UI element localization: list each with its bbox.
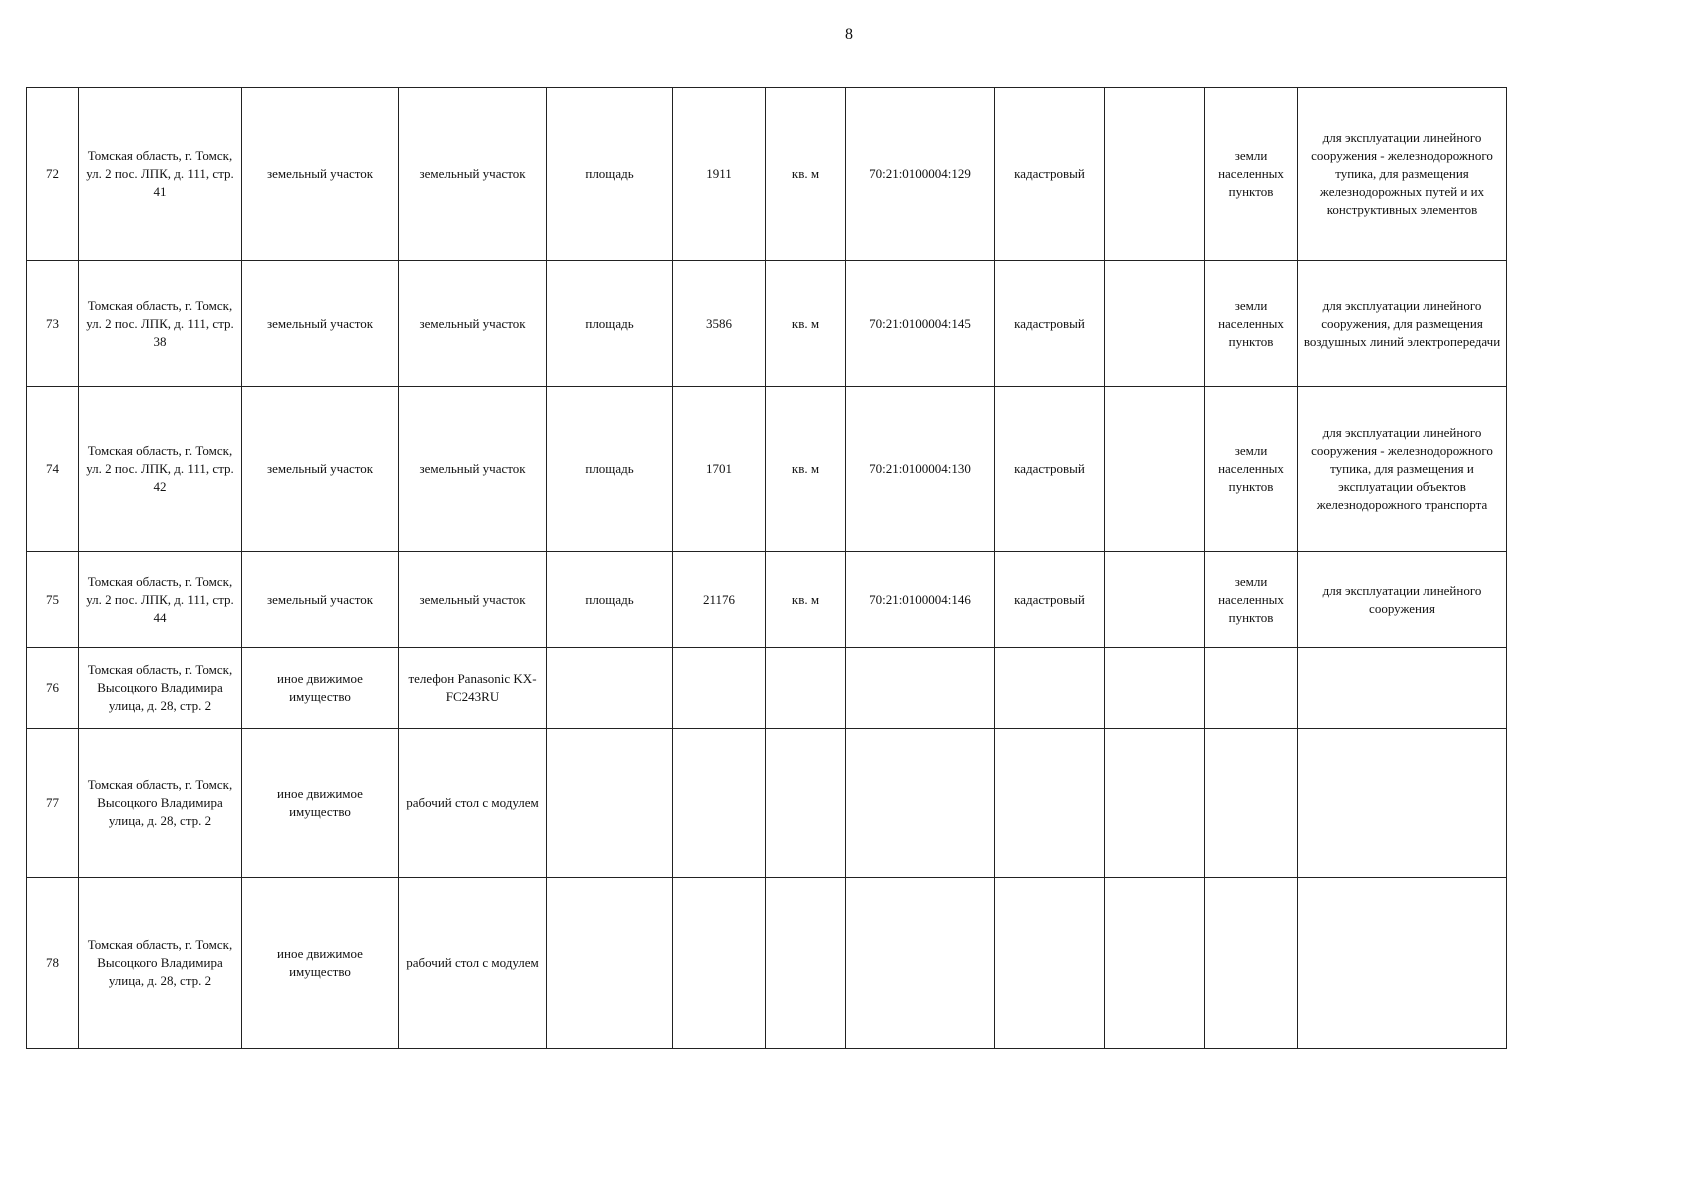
number-type-cell: кадастровый: [995, 552, 1105, 648]
number-type-cell: кадастровый: [995, 88, 1105, 261]
row-number: 74: [27, 387, 79, 552]
address-cell: Томская область, г. Томск, ул. 2 пос. ЛПК, д. 111, стр. 44: [79, 552, 242, 648]
permitted-use-cell: для эксплуатации линейного сооружения, для размещения воздушных линий электропередачи: [1298, 261, 1507, 387]
number-type-cell: [995, 648, 1105, 729]
property-name-cell: земельный участок: [399, 261, 547, 387]
row-number: 75: [27, 552, 79, 648]
extra-cell: [1105, 552, 1205, 648]
cadastral-number-cell: [846, 648, 995, 729]
table-row: [27, 878, 1507, 1049]
property-kind-cell: земельный участок: [242, 261, 399, 387]
extra-cell: [1105, 261, 1205, 387]
number-type-cell: [995, 729, 1105, 878]
property-kind-cell: иное движимое имущество: [242, 648, 399, 729]
number-type-cell: кадастровый: [995, 261, 1105, 387]
unit-cell: кв. м: [766, 261, 846, 387]
unit-cell: [766, 878, 846, 1049]
address-cell: Томская область, г. Томск, ул. 2 пос. ЛПК, д. 111, стр. 42: [79, 387, 242, 552]
property-kind-cell: земельный участок: [242, 88, 399, 261]
property-kind-cell: земельный участок: [242, 552, 399, 648]
property-name-cell: земельный участок: [399, 88, 547, 261]
property-kind-cell: иное движимое имущество: [242, 878, 399, 1049]
value-cell: 3586: [673, 261, 766, 387]
extra-cell: [1105, 729, 1205, 878]
page-number: 8: [845, 26, 853, 43]
parameter-cell: площадь: [547, 552, 673, 648]
land-category-cell: [1205, 648, 1298, 729]
cadastral-number-cell: 70:21:0100004:145: [846, 261, 995, 387]
property-name-cell: рабочий стол с модулем: [399, 878, 547, 1049]
extra-cell: [1105, 88, 1205, 261]
unit-cell: кв. м: [766, 387, 846, 552]
land-category-cell: земли населенных пунктов: [1205, 552, 1298, 648]
land-category-cell: земли населенных пунктов: [1205, 387, 1298, 552]
table-row: [27, 648, 1507, 729]
address-cell: Томская область, г. Томск, ул. 2 пос. ЛПК, д. 111, стр. 38: [79, 261, 242, 387]
permitted-use-cell: для эксплуатации линейного сооружения - железнодорожного тупика, для размещения и эксплуатации объектов железнодорожного транспорта: [1298, 387, 1507, 552]
property-name-cell: телефон Panasonic KX-FC243RU: [399, 648, 547, 729]
table-row: [27, 552, 1507, 648]
property-kind-cell: иное движимое имущество: [242, 729, 399, 878]
address-cell: Томская область, г. Томск, Высоцкого Владимира улица, д. 28, стр. 2: [79, 729, 242, 878]
unit-cell: [766, 648, 846, 729]
cadastral-number-cell: 70:21:0100004:146: [846, 552, 995, 648]
row-number: 73: [27, 261, 79, 387]
value-cell: 1701: [673, 387, 766, 552]
parameter-cell: [547, 729, 673, 878]
property-kind-cell: земельный участок: [242, 387, 399, 552]
value-cell: [673, 729, 766, 878]
cadastral-number-cell: 70:21:0100004:130: [846, 387, 995, 552]
parameter-cell: [547, 648, 673, 729]
property-name-cell: рабочий стол с модулем: [399, 729, 547, 878]
property-registry-table: [26, 87, 1507, 1049]
parameter-cell: площадь: [547, 387, 673, 552]
extra-cell: [1105, 648, 1205, 729]
cadastral-number-cell: 70:21:0100004:129: [846, 88, 995, 261]
table-row: [27, 88, 1507, 261]
permitted-use-cell: [1298, 648, 1507, 729]
property-name-cell: земельный участок: [399, 387, 547, 552]
parameter-cell: [547, 878, 673, 1049]
parameter-cell: площадь: [547, 88, 673, 261]
parameter-cell: площадь: [547, 261, 673, 387]
number-type-cell: [995, 878, 1105, 1049]
land-category-cell: земли населенных пунктов: [1205, 88, 1298, 261]
row-number: 72: [27, 88, 79, 261]
extra-cell: [1105, 878, 1205, 1049]
permitted-use-cell: [1298, 878, 1507, 1049]
address-cell: Томская область, г. Томск, ул. 2 пос. ЛПК, д. 111, стр. 41: [79, 88, 242, 261]
table-row: [27, 387, 1507, 552]
number-type-cell: кадастровый: [995, 387, 1105, 552]
unit-cell: [766, 729, 846, 878]
permitted-use-cell: для эксплуатации линейного сооружения - железнодорожного тупика, для размещения железнодорожных путей и их конструктивных элементов: [1298, 88, 1507, 261]
land-category-cell: земли населенных пунктов: [1205, 261, 1298, 387]
address-cell: Томская область, г. Томск, Высоцкого Владимира улица, д. 28, стр. 2: [79, 648, 242, 729]
row-number: 78: [27, 878, 79, 1049]
unit-cell: кв. м: [766, 552, 846, 648]
table-row: [27, 261, 1507, 387]
cadastral-number-cell: [846, 878, 995, 1049]
value-cell: 1911: [673, 88, 766, 261]
value-cell: [673, 878, 766, 1049]
unit-cell: кв. м: [766, 88, 846, 261]
extra-cell: [1105, 387, 1205, 552]
row-number: 77: [27, 729, 79, 878]
land-category-cell: [1205, 878, 1298, 1049]
cadastral-number-cell: [846, 729, 995, 878]
row-number: 76: [27, 648, 79, 729]
address-cell: Томская область, г. Томск, Высоцкого Владимира улица, д. 28, стр. 2: [79, 878, 242, 1049]
value-cell: [673, 648, 766, 729]
land-category-cell: [1205, 729, 1298, 878]
property-name-cell: земельный участок: [399, 552, 547, 648]
permitted-use-cell: [1298, 729, 1507, 878]
value-cell: 21176: [673, 552, 766, 648]
permitted-use-cell: для эксплуатации линейного сооружения: [1298, 552, 1507, 648]
table-row: [27, 729, 1507, 878]
